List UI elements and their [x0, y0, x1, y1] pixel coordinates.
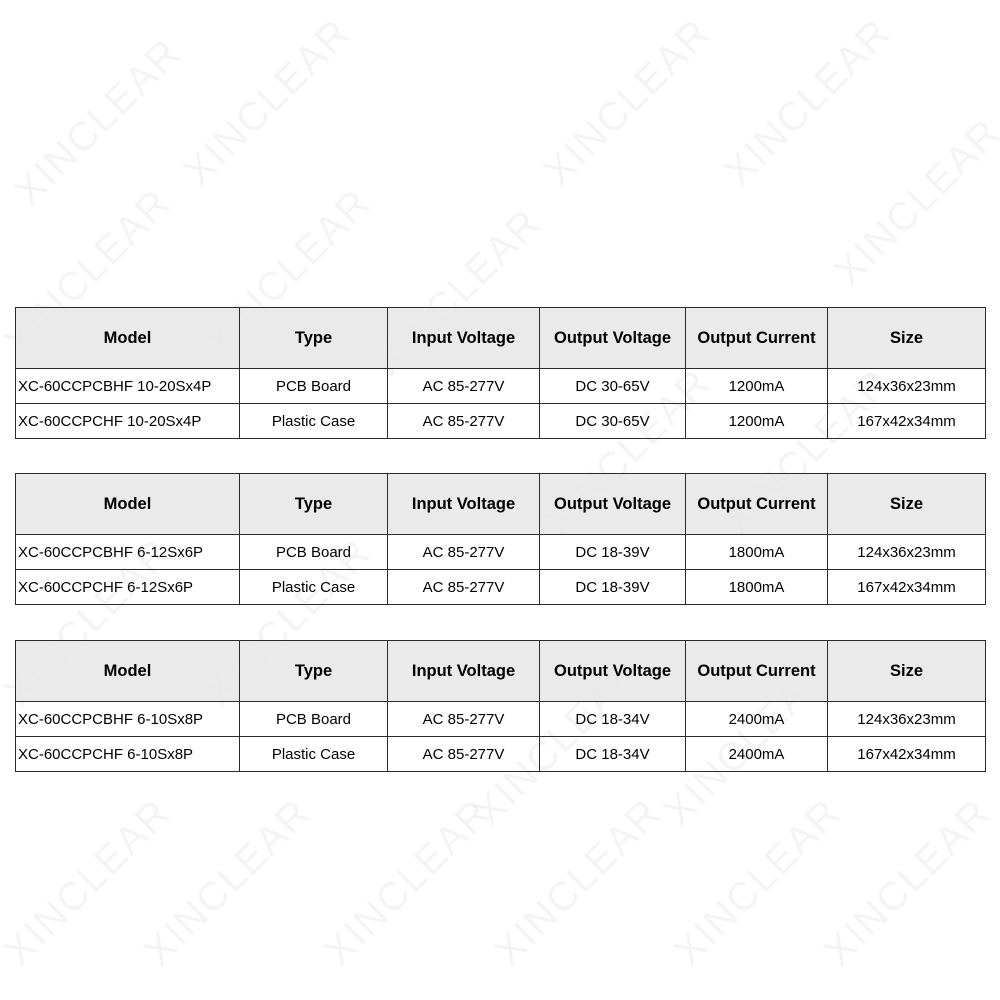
header-input-voltage: Input Voltage	[388, 641, 540, 702]
header-type: Type	[240, 474, 388, 535]
watermark-text	[716, 10, 901, 195]
header-type: Type	[240, 308, 388, 369]
header-output-current: Output Current	[686, 474, 828, 535]
cell-model: XC-60CCPCHF 6-12Sx6P	[16, 570, 240, 605]
cell-output-current: 1200mA	[686, 369, 828, 404]
header-size: Size	[828, 474, 986, 535]
cell-model: XC-60CCPCBHF 6-12Sx6P	[16, 535, 240, 570]
cell-size: 124x36x23mm	[828, 369, 986, 404]
watermark-text	[486, 790, 671, 975]
watermark-text	[666, 790, 851, 975]
table-row	[16, 702, 986, 737]
cell-type: Plastic Case	[240, 404, 388, 439]
cell-size: 167x42x34mm	[828, 404, 986, 439]
header-model: Model	[16, 308, 240, 369]
table-row	[16, 737, 986, 772]
watermark-text	[6, 30, 191, 215]
table-header-row	[16, 474, 986, 535]
watermark-text	[136, 790, 321, 975]
header-output-voltage: Output Voltage	[540, 474, 686, 535]
cell-output-current: 2400mA	[686, 702, 828, 737]
cell-type: PCB Board	[240, 535, 388, 570]
cell-model: XC-60CCPCBHF 6-10Sx8P	[16, 702, 240, 737]
header-output-voltage: Output Voltage	[540, 308, 686, 369]
table-header-row	[16, 308, 986, 369]
cell-output-voltage: DC 18-39V	[540, 535, 686, 570]
cell-type: Plastic Case	[240, 737, 388, 772]
header-input-voltage: Input Voltage	[388, 308, 540, 369]
cell-output-voltage: DC 30-65V	[540, 369, 686, 404]
table-row	[16, 404, 986, 439]
cell-input-voltage: AC 85-277V	[388, 737, 540, 772]
cell-model: XC-60CCPCBHF 10-20Sx4P	[16, 369, 240, 404]
cell-size: 124x36x23mm	[828, 535, 986, 570]
table-row	[16, 535, 986, 570]
table-header-row	[16, 641, 986, 702]
cell-input-voltage: AC 85-277V	[388, 404, 540, 439]
watermark-text	[316, 790, 501, 975]
cell-output-voltage: DC 30-65V	[540, 404, 686, 439]
spec-table-1	[15, 307, 986, 439]
cell-input-voltage: AC 85-277V	[388, 570, 540, 605]
cell-input-voltage: AC 85-277V	[388, 369, 540, 404]
cell-input-voltage: AC 85-277V	[388, 535, 540, 570]
cell-size: 167x42x34mm	[828, 570, 986, 605]
header-model: Model	[16, 641, 240, 702]
cell-output-current: 1200mA	[686, 404, 828, 439]
cell-input-voltage: AC 85-277V	[388, 702, 540, 737]
cell-output-current: 1800mA	[686, 535, 828, 570]
header-size: Size	[828, 641, 986, 702]
cell-type: PCB Board	[240, 369, 388, 404]
header-input-voltage: Input Voltage	[388, 474, 540, 535]
cell-model: XC-60CCPCHF 6-10Sx8P	[16, 737, 240, 772]
header-output-current: Output Current	[686, 308, 828, 369]
header-type: Type	[240, 641, 388, 702]
cell-output-current: 2400mA	[686, 737, 828, 772]
watermark-text	[816, 790, 1000, 975]
watermark-text	[0, 790, 180, 975]
watermark-text	[536, 10, 721, 195]
watermark-text	[176, 10, 361, 195]
cell-size: 124x36x23mm	[828, 702, 986, 737]
header-model: Model	[16, 474, 240, 535]
watermark-text	[826, 110, 1000, 295]
table-row	[16, 570, 986, 605]
cell-output-current: 1800mA	[686, 570, 828, 605]
cell-output-voltage: DC 18-39V	[540, 570, 686, 605]
header-size: Size	[828, 308, 986, 369]
spec-table-2	[15, 473, 986, 605]
cell-output-voltage: DC 18-34V	[540, 737, 686, 772]
table-row	[16, 369, 986, 404]
spec-table-3	[15, 640, 986, 772]
header-output-voltage: Output Voltage	[540, 641, 686, 702]
cell-type: Plastic Case	[240, 570, 388, 605]
header-output-current: Output Current	[686, 641, 828, 702]
cell-output-voltage: DC 18-34V	[540, 702, 686, 737]
cell-model: XC-60CCPCHF 10-20Sx4P	[16, 404, 240, 439]
cell-type: PCB Board	[240, 702, 388, 737]
cell-size: 167x42x34mm	[828, 737, 986, 772]
